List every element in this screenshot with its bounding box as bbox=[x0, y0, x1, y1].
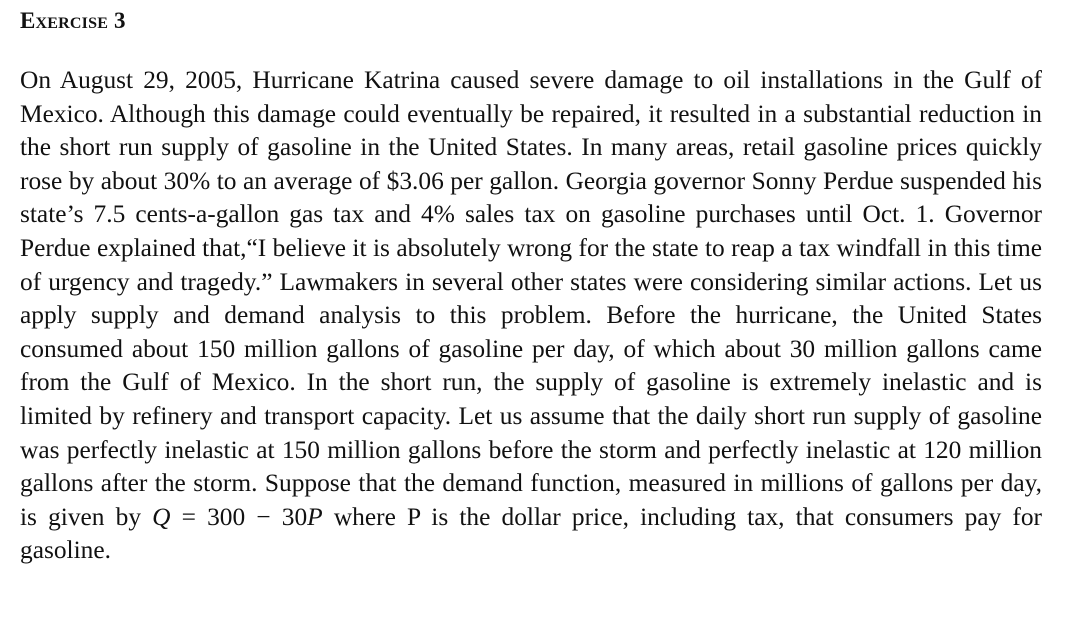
exercise-label: Exercise bbox=[20, 8, 109, 33]
paragraph-tail-text: where P is the dollar price, including tax, that consumers pay for gasoline. bbox=[20, 502, 1043, 565]
formula-q-variable: Q bbox=[152, 502, 171, 531]
formula-p-variable: P bbox=[307, 502, 323, 531]
exercise-page bbox=[20, 6, 1042, 568]
formula-operator-text: = 300 − 30 bbox=[170, 502, 308, 531]
exercise-heading bbox=[20, 6, 1042, 36]
paragraph-text: On August 29, 2005, Hurricane Katrina caused severe damage to oil installations in the Gulf of Mexico. Although this damage could eventually be repaired, it resulted in a substantial reduction in the short run supply of gasoline in the United States. In many areas, retail gasoline prices quickly rose by about 30% to an average of $3.06 per gallon. Georgia governor Sonny Perdue suspended his state’s 7.5 cents-a-gallon gas tax and 4% sales tax on gasoline purchases until Oct. 1. Governor Perdue explained that,“I believe it is absolutely wrong for the state to reap a tax windfall in this time of urgency and tragedy.” Lawmakers in several other states were considering similar actions. Let us apply supply and demand analysis to this problem. Before the hurricane, the United States consumed about 150 million gallons of gasoline per day, of which about 30 million gallons came from the Gulf of Mexico. In the short run, the supply of gasoline is extremely inelastic and is limited by refinery and transport capacity. Let us assume that the daily short run supply of gasoline was perfectly inelastic at 150 million gallons before the storm and perfectly inelastic at 120 million gallons after the storm. Suppose that the demand function, measured in millions of gallons per day, is given by bbox=[20, 66, 1042, 531]
exercise-body-paragraph bbox=[20, 64, 1042, 568]
exercise-number: 3 bbox=[114, 8, 126, 33]
